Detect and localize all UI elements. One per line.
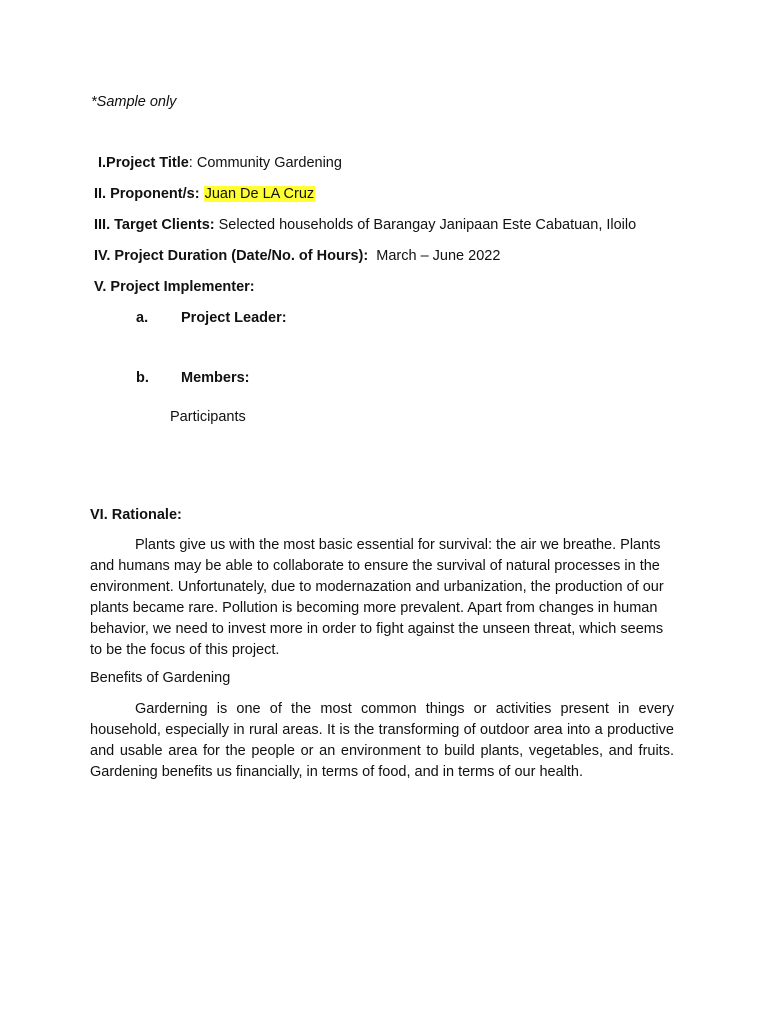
members-label: Members:: [181, 370, 250, 386]
project-duration-value: March – June 2022: [376, 248, 501, 264]
implementer-item-b-marker: b.: [136, 370, 149, 386]
project-implementer-label: V. Project Implementer:: [94, 279, 255, 295]
proponents-value: Juan De LA Cruz: [204, 186, 315, 202]
target-clients-value: Selected households of Barangay Janipaan Este Cabatuan, Iloilo: [218, 217, 637, 233]
project-title-value: Community Gardening: [196, 155, 342, 171]
proponents-label: II. Proponent/s:: [94, 186, 200, 202]
proponents-line: [94, 184, 315, 204]
rationale-paragraph: Plants give us with the most basic essential for survival: the air we breathe. Plants and humans may be able to collaborate to ensure the survival of natural processes in the environment. Unfortunately, due to modernazation and urbanization, the production of our plants became rare. Pollution is becoming more prevalent. Apart from changes in human behavior, we need to invest more in order to fight against the unseen threat, which seems to be the focus of this project.: [90, 537, 664, 658]
implementer-item-a-marker: a.: [136, 310, 149, 326]
project-title-line: [98, 153, 342, 173]
project-duration-line: [94, 246, 500, 266]
sample-note: *Sample only: [91, 94, 177, 110]
benefits-paragraph: Garderning is one of the most common things or activities present in every household, especially in rural areas. It is the transforming of outdoor area into a productive and usable area for the people or an environment to build plants, vegetables, and fruits. Gardening benefits us financially, in terms of food, and in terms of our health.: [90, 701, 674, 780]
participants-text: Participants: [170, 409, 246, 425]
project-title-sep: :: [188, 155, 197, 171]
target-clients-line: [94, 215, 636, 235]
target-clients-label: III. Target Clients:: [94, 217, 215, 233]
rationale-heading: VI. Rationale:: [90, 507, 182, 523]
project-duration-label: IV. Project Duration (Date/No. of Hours):: [94, 248, 369, 264]
project-title-label: I.Project Title: [98, 155, 189, 171]
benefits-heading: Benefits of Gardening: [90, 670, 231, 686]
project-leader-label: Project Leader:: [181, 310, 287, 326]
